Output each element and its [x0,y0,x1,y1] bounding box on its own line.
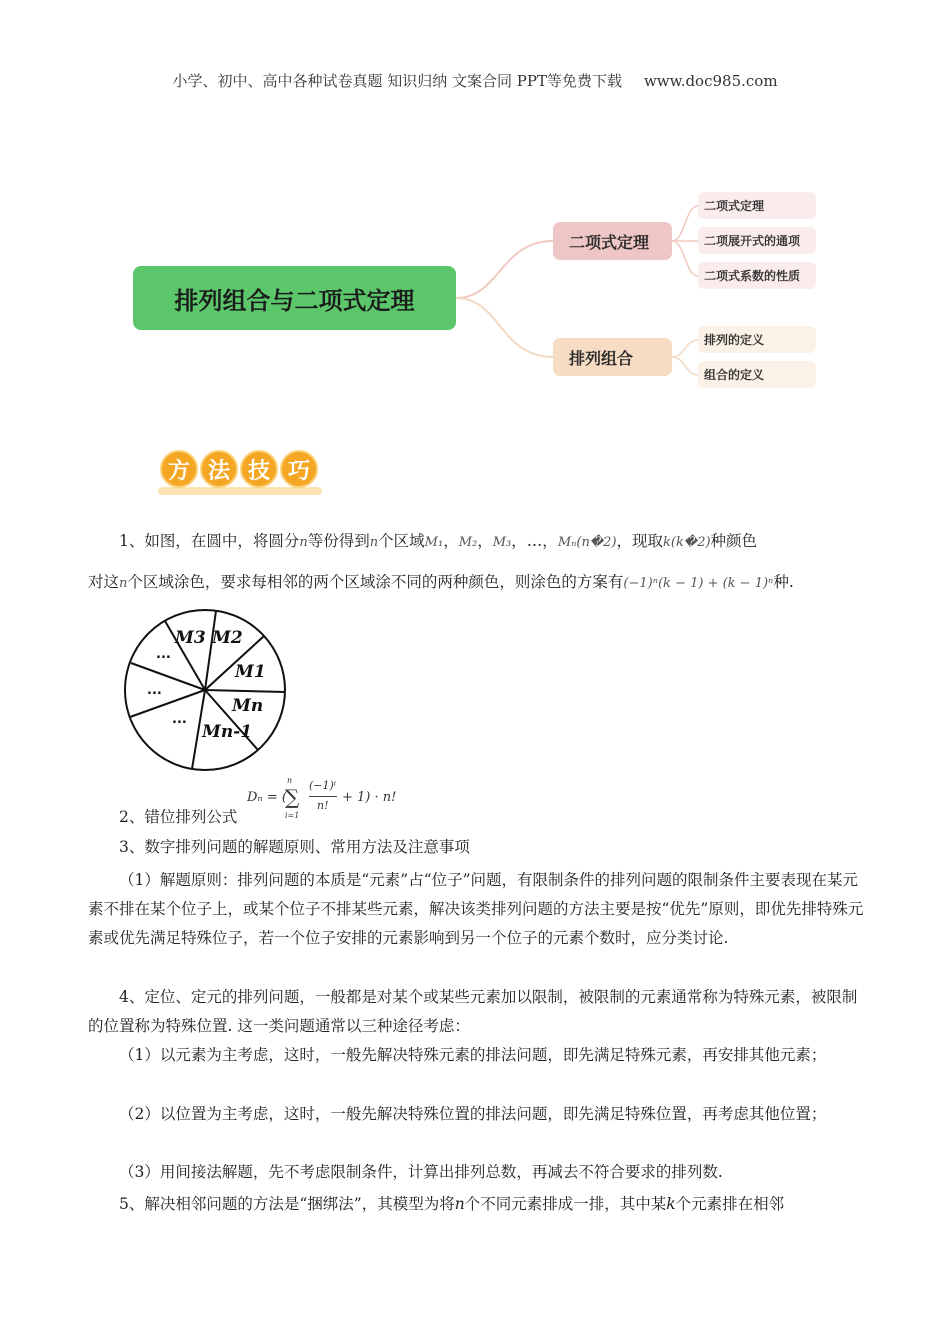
text: 种. [773,573,794,591]
math: n [119,576,128,591]
formula-part: n! [317,799,329,812]
paragraph-1-cont [88,568,864,598]
paragraph-9 [88,1190,864,1218]
mindmap-root: 排列组合与二项式定理 [133,266,456,330]
fraction-bar [309,796,337,797]
badge-char: 方 [160,450,198,488]
method-badge [158,447,322,499]
math: k(k�2) [663,535,711,550]
paragraph-3: 3、数字排列问题的解题原则、常用方法及注意事项 [119,838,470,856]
header-url[interactable]: www.doc985.com [643,72,778,90]
text: 个区域 [378,532,425,550]
paragraph-1: 1、如图，在圆中，将圆分n等份得到n个区域M₁，M₂，M₃，…，Mₙ(n�2)，现取k(k�2)种颜色 [119,532,758,550]
formula-part: n [287,776,293,785]
mindmap-branch-binomial: 二项式定理 [553,222,672,260]
math: M₁ [424,535,444,550]
badge-char: 法 [200,450,238,488]
sector-dots: ... [147,683,162,698]
text: 5、解决相邻问题的方法是“捆绑法”，其模型为将 [119,1195,455,1213]
mindmap-leaf: 组合的定义 [698,361,816,388]
text: 对这 [88,573,120,591]
mindmap-leaf: 二项式定理 [698,192,816,219]
paragraph-4: （1）解题原则：排列问题的本质是“元素”占“位子”问题，有限制条件的排列问题的限制条件主要表现在某元素不排在某个位子上，或某个位子不排某些元素，解决该类排列问题的方法主要是按“优先”原则，即优先排特殊元素或优先满足特殊位子，若一个位子安排的元素影响到另一个位子的元素个数时，应分类讨论. [88,871,864,947]
formula: (−1)ⁿ(k − 1) + (k − 1)ⁿ [623,576,774,591]
mindmap-branch-permutation: 排列组合 [553,338,672,376]
math: Mₙ(n�2) [557,535,617,550]
text: ，现取 [616,532,664,550]
formula-part: i=1 [285,811,300,820]
text: 种颜色 [710,532,758,550]
badge-char: 巧 [280,450,318,488]
text: 个区域涂色，要求每相邻的两个区域涂不同的两种颜色，则涂色的方案有 [127,573,624,591]
math: k [666,1195,676,1213]
formula-part: + 1) · n! [342,790,397,805]
derangement-formula [247,776,447,821]
mindmap-leaf: 二项展开式的通项 [698,227,816,254]
paragraph-5: 4、定位、定元的排列问题，一般都是对某个或某些元素加以限制，被限制的元素通常称为特殊元素，被限制的位置称为特殊位置. 这一类问题通常以三种途径考虑： [88,988,858,1035]
circle-diagram [120,605,290,775]
paragraph-2: 2、错位排列公式 [119,808,238,826]
paragraph-8: （3）用间接法解题，先不考虑限制条件，计算出排列总数，再减去不符合要求的排列数. [119,1163,723,1181]
badge-char: 技 [240,450,278,488]
sector-label-mn: Mn [232,696,264,716]
sector-label-m1: M1 [235,662,266,682]
math: n [454,1195,465,1213]
paragraph-7: （2）以位置为主考虑，这时，一般先解决特殊位置的排法问题，即先满足特殊位置，再考虑其他位置； [119,1105,827,1123]
sector-label-m2: M2 [212,628,243,648]
sector-label-mn-1: Mn-1 [202,722,253,742]
text: 1、如图，在圆中，将圆分 [119,532,300,550]
sigma-symbol: ∑ [285,785,300,809]
mindmap-leaf: 二项式系数的性质 [698,262,816,289]
text: 等份得到 [307,532,370,550]
math: M₃ [492,535,512,550]
math: M₂ [458,535,478,550]
sector-dots: ... [172,712,187,727]
header-text: 小学、初中、高中各种试卷真题 知识归纳 文案合同 PPT等免费下载 [172,72,622,90]
sector-label-m3: M3 [175,628,206,648]
paragraph-6: （1）以元素为主考虑，这时，一般先解决特殊元素的排法问题，即先满足特殊元素，再安排其他元素； [119,1046,827,1064]
sector-dots: ... [156,647,171,662]
formula-part: (−1)ⁱ [309,779,337,792]
text: 个不同元素排成一排，其中某 [464,1195,667,1213]
text: 个元素排在相邻 [675,1195,785,1213]
mindmap-leaf: 排列的定义 [698,326,816,353]
math: n [369,535,379,550]
formula-part: Dₙ = ( [247,790,287,805]
text: … [526,532,543,550]
math: n [299,535,308,550]
badge-underline [158,487,322,495]
